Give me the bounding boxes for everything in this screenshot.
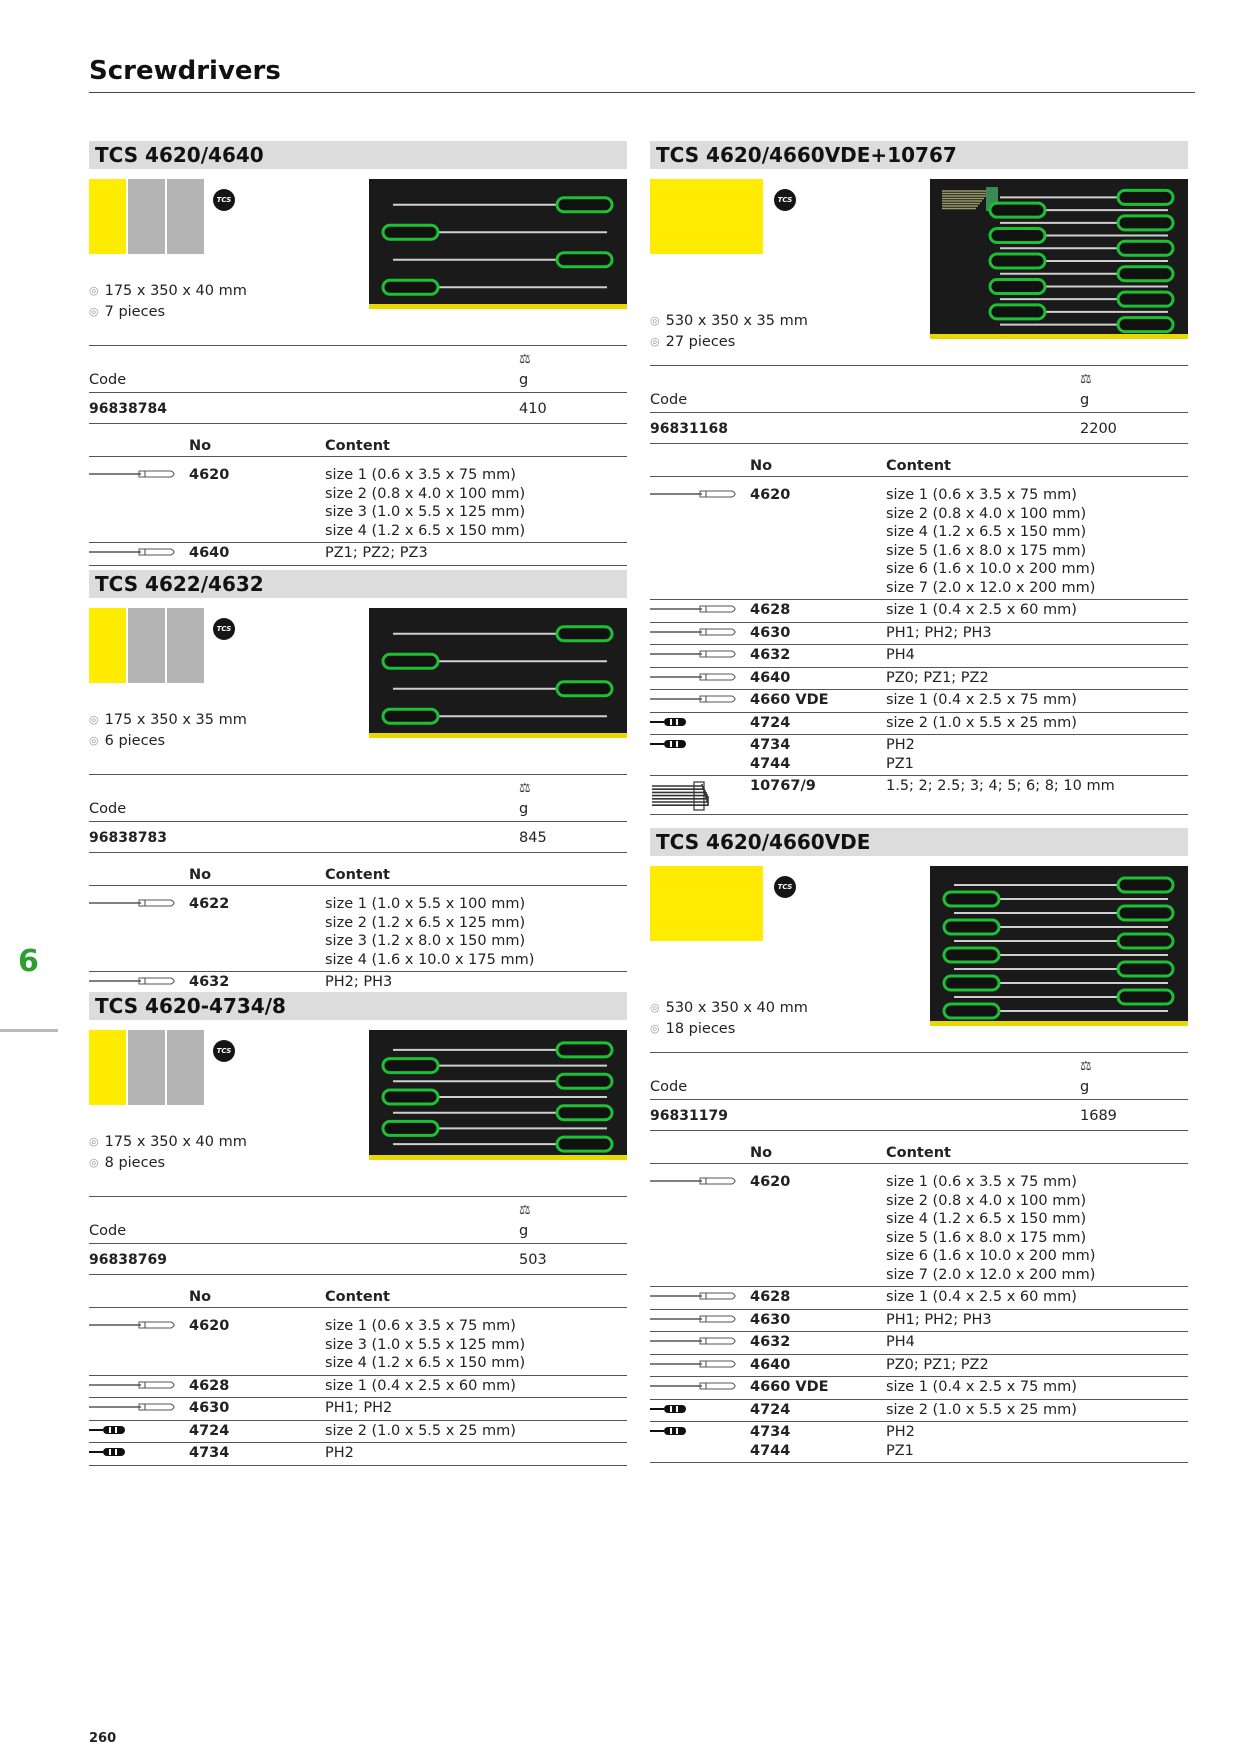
item-number: 4734 <box>750 737 791 753</box>
chapter-number: 6 <box>18 944 39 979</box>
weight-unit: g <box>519 372 529 388</box>
content-line: size 4 (1.2 x 6.5 x 150 mm) <box>325 1355 526 1371</box>
content-line: PZ1 <box>886 755 914 772</box>
item-number: 4660 VDE <box>750 692 829 708</box>
swatch-grey <box>167 1030 204 1105</box>
content-line: 1.5; 2; 2.5; 3; 4; 5; 6; 8; 10 mm <box>886 778 1115 794</box>
content-line: PZ0; PZ1; PZ2 <box>886 1356 989 1373</box>
content-line: size 4 (1.2 x 6.5 x 150 mm) <box>886 1211 1087 1227</box>
table-row <box>650 1399 1188 1422</box>
item-number: 4630 <box>189 1400 230 1416</box>
content-line: PH1; PH2; PH3 <box>886 1311 992 1328</box>
spec-item: ◎ 530 x 350 x 35 mm <box>650 311 808 332</box>
column-no: No <box>750 1143 886 1164</box>
tool-icon <box>89 1420 189 1443</box>
tcs-badge-icon: TCS <box>213 189 235 211</box>
item-number: 4620 <box>750 1174 791 1190</box>
column-no: No <box>189 1287 325 1308</box>
table-row <box>89 1420 627 1443</box>
item-number: 4734 <box>750 1424 791 1440</box>
column-content: Content <box>886 1143 1188 1164</box>
column-no: No <box>189 865 325 886</box>
spec-item: ◎ 18 pieces <box>650 1019 808 1040</box>
weight-value: 1689 <box>1080 1108 1117 1124</box>
content-line: size 2 (0.8 x 4.0 x 100 mm) <box>886 505 1087 522</box>
content-line: size 2 (1.0 x 5.5 x 25 mm) <box>886 714 1077 731</box>
table-row <box>650 1309 1188 1332</box>
tool-icon <box>650 690 750 713</box>
product-section <box>650 828 1188 1463</box>
tool-icon <box>89 1308 189 1376</box>
content-line: size 2 (1.0 x 5.5 x 25 mm) <box>886 1401 1077 1418</box>
weight-unit: g <box>519 1223 529 1239</box>
content-line: PH2 <box>886 1424 915 1440</box>
content-line: size 2 (1.2 x 6.5 x 125 mm) <box>325 914 526 931</box>
content-table <box>650 1143 1188 1463</box>
content-line: PH4 <box>886 1334 915 1350</box>
tray-image <box>369 608 627 738</box>
tool-icon <box>650 1422 750 1463</box>
item-number: 4628 <box>750 1289 791 1305</box>
swatch-yellow <box>650 866 763 941</box>
item-number: 4632 <box>750 647 791 663</box>
color-swatches <box>89 608 206 683</box>
content-line: size 6 (1.6 x 10.0 x 200 mm) <box>886 1248 1096 1264</box>
weight-value: 410 <box>519 401 547 417</box>
item-number: 4640 <box>750 1356 791 1373</box>
order-code: 96838784 <box>89 401 167 417</box>
weight-scale-icon: ⚖ <box>1080 1059 1092 1074</box>
spec-item: ◎ 175 x 350 x 40 mm <box>89 281 247 302</box>
table-row <box>650 1164 1188 1287</box>
swatch-grey <box>128 608 165 683</box>
tool-icon <box>650 600 750 623</box>
order-code: 96838783 <box>89 830 167 846</box>
code-label: Code <box>89 801 127 817</box>
table-row <box>89 543 627 566</box>
section-title: TCS 4620/4660VDE <box>650 828 1188 856</box>
item-number: 4620 <box>189 467 230 483</box>
tray-image <box>930 179 1188 339</box>
code-label: Code <box>650 392 688 408</box>
table-row <box>650 477 1188 600</box>
table-row <box>650 1354 1188 1377</box>
item-number: 4640 <box>750 669 791 686</box>
content-line: PH1; PH2; PH3 <box>886 624 992 641</box>
tool-icon <box>650 776 750 815</box>
table-row <box>650 645 1188 668</box>
tcs-badge-icon: TCS <box>213 1040 235 1062</box>
table-row <box>89 457 627 543</box>
table-row <box>650 690 1188 713</box>
tool-icon <box>650 1377 750 1400</box>
column-content: Content <box>325 865 627 886</box>
table-row <box>650 735 1188 776</box>
swatch-yellow <box>89 1030 126 1105</box>
code-label: Code <box>89 372 127 388</box>
spec-item: ◎ 7 pieces <box>89 302 247 323</box>
weight-scale-icon: ⚖ <box>519 1203 531 1218</box>
table-row <box>650 667 1188 690</box>
tool-icon <box>650 1332 750 1355</box>
order-code: 96838769 <box>89 1252 167 1268</box>
table-row <box>650 776 1188 815</box>
chapter-bar <box>0 1029 58 1032</box>
column-no: No <box>750 456 886 477</box>
item-number: 4620 <box>189 1318 230 1334</box>
table-row <box>650 1287 1188 1310</box>
content-line: size 1 (0.4 x 2.5 x 60 mm) <box>886 1289 1077 1305</box>
product-section <box>89 992 627 1466</box>
swatch-grey <box>167 608 204 683</box>
tool-icon <box>89 972 189 995</box>
content-line: size 1 (0.4 x 2.5 x 60 mm) <box>325 1377 516 1394</box>
item-number: 10767/9 <box>750 778 816 794</box>
swatch-grey <box>128 1030 165 1105</box>
content-line: size 1 (0.4 x 2.5 x 60 mm) <box>886 602 1077 618</box>
tool-icon <box>650 1287 750 1310</box>
content-line: size 5 (1.6 x 8.0 x 175 mm) <box>886 542 1087 559</box>
column-content: Content <box>325 436 627 457</box>
content-line: PH2 <box>325 1445 354 1461</box>
weight-unit: g <box>1080 1079 1090 1095</box>
tool-icon <box>650 667 750 690</box>
swatch-yellow <box>89 179 126 254</box>
product-section <box>650 141 1188 815</box>
content-table <box>89 865 627 995</box>
content-line: size 2 (1.0 x 5.5 x 25 mm) <box>325 1422 516 1439</box>
content-line: size 6 (1.6 x 10.0 x 200 mm) <box>886 561 1096 577</box>
item-number: 4724 <box>750 714 791 731</box>
tool-icon <box>650 1164 750 1287</box>
section-title: TCS 4622/4632 <box>89 570 627 598</box>
product-section <box>89 141 627 566</box>
item-number: 4628 <box>189 1377 230 1394</box>
content-line: size 7 (2.0 x 12.0 x 200 mm) <box>886 1266 1096 1283</box>
content-line: size 1 (0.4 x 2.5 x 75 mm) <box>886 692 1077 708</box>
item-number: 4622 <box>189 896 230 912</box>
tool-icon <box>650 1399 750 1422</box>
color-swatches <box>89 1030 206 1105</box>
tool-icon <box>89 1375 189 1398</box>
table-row <box>650 712 1188 735</box>
swatch-yellow <box>89 608 126 683</box>
item-number: 4734 <box>189 1445 230 1461</box>
order-code: 96831179 <box>650 1108 728 1124</box>
content-line: PZ1; PZ2; PZ3 <box>325 545 428 561</box>
weight-unit: g <box>1080 392 1090 408</box>
tool-icon <box>650 1309 750 1332</box>
content-line: size 3 (1.0 x 5.5 x 125 mm) <box>325 504 526 520</box>
product-section <box>89 570 627 995</box>
table-row <box>89 886 627 972</box>
table-row <box>89 1398 627 1421</box>
content-line: size 3 (1.2 x 8.0 x 150 mm) <box>325 933 526 949</box>
table-row <box>650 1377 1188 1400</box>
weight-value: 503 <box>519 1252 547 1268</box>
tool-icon <box>89 886 189 972</box>
tool-icon <box>650 712 750 735</box>
table-row <box>650 1332 1188 1355</box>
item-number: 4660 VDE <box>750 1379 829 1395</box>
content-line: PH2; PH3 <box>325 974 393 990</box>
item-number: 4744 <box>750 1442 791 1459</box>
section-title: TCS 4620/4660VDE+10767 <box>650 141 1188 169</box>
page-number: 260 <box>89 1731 117 1746</box>
content-line: PH2 <box>886 737 915 753</box>
content-line: size 1 (0.4 x 2.5 x 75 mm) <box>886 1379 1077 1395</box>
content-line: size 4 (1.6 x 10.0 x 175 mm) <box>325 951 535 968</box>
column-content: Content <box>886 456 1188 477</box>
tool-icon <box>650 622 750 645</box>
content-line: size 2 (0.8 x 4.0 x 100 mm) <box>325 485 526 502</box>
color-swatches <box>650 179 765 254</box>
content-line: PZ0; PZ1; PZ2 <box>886 669 989 686</box>
column-no: No <box>189 436 325 457</box>
tool-icon <box>89 1443 189 1466</box>
spec-item: ◎ 175 x 350 x 40 mm <box>89 1132 247 1153</box>
spec-item: ◎ 8 pieces <box>89 1153 247 1174</box>
item-number: 4630 <box>750 624 791 641</box>
weight-scale-icon: ⚖ <box>519 781 531 796</box>
table-row <box>89 1308 627 1376</box>
code-label: Code <box>650 1079 688 1095</box>
swatch-grey <box>128 179 165 254</box>
weight-scale-icon: ⚖ <box>519 352 531 367</box>
content-line: size 7 (2.0 x 12.0 x 200 mm) <box>886 579 1096 596</box>
table-row <box>89 1443 627 1466</box>
item-number: 4632 <box>189 974 230 990</box>
table-row <box>650 600 1188 623</box>
table-row <box>650 1422 1188 1463</box>
content-line: size 1 (1.0 x 5.5 x 100 mm) <box>325 896 526 912</box>
tool-icon <box>650 477 750 600</box>
order-code: 96831168 <box>650 421 728 437</box>
section-title: TCS 4620/4640 <box>89 141 627 169</box>
content-line: size 3 (1.0 x 5.5 x 125 mm) <box>325 1336 526 1353</box>
table-row <box>89 972 627 995</box>
content-line: PH1; PH2 <box>325 1400 393 1416</box>
content-table <box>89 436 627 566</box>
tool-icon <box>650 645 750 668</box>
content-line: size 1 (0.6 x 3.5 x 75 mm) <box>325 1318 516 1334</box>
tool-icon <box>89 457 189 543</box>
tool-icon <box>89 1398 189 1421</box>
tool-icon <box>650 735 750 776</box>
content-line: size 1 (0.6 x 3.5 x 75 mm) <box>886 487 1077 503</box>
tray-image <box>369 1030 627 1160</box>
swatch-grey <box>167 179 204 254</box>
content-line: size 1 (0.6 x 3.5 x 75 mm) <box>325 467 516 483</box>
swatch-yellow <box>650 179 763 254</box>
table-row <box>89 1375 627 1398</box>
color-swatches <box>650 866 765 941</box>
tool-icon <box>650 1354 750 1377</box>
content-line: size 2 (0.8 x 4.0 x 100 mm) <box>886 1192 1087 1209</box>
item-number: 4628 <box>750 602 791 618</box>
column-content: Content <box>325 1287 627 1308</box>
item-number: 4724 <box>750 1401 791 1418</box>
spec-item: ◎ 6 pieces <box>89 731 247 752</box>
content-table <box>650 456 1188 815</box>
item-number: 4640 <box>189 545 230 561</box>
weight-scale-icon: ⚖ <box>1080 372 1092 387</box>
color-swatches <box>89 179 206 254</box>
content-line: PZ1 <box>886 1442 914 1459</box>
tcs-badge-icon: TCS <box>774 876 796 898</box>
item-number: 4620 <box>750 487 791 503</box>
tool-icon <box>89 543 189 566</box>
item-number: 4724 <box>189 1422 230 1439</box>
page-title: Screwdrivers <box>89 56 281 86</box>
weight-value: 845 <box>519 830 547 846</box>
content-line: PH4 <box>886 647 915 663</box>
item-number: 4744 <box>750 755 791 772</box>
spec-item: ◎ 530 x 350 x 40 mm <box>650 998 808 1019</box>
tcs-badge-icon: TCS <box>774 189 796 211</box>
tray-image <box>930 866 1188 1026</box>
weight-unit: g <box>519 801 529 817</box>
content-line: size 5 (1.6 x 8.0 x 175 mm) <box>886 1229 1087 1246</box>
code-label: Code <box>89 1223 127 1239</box>
section-title: TCS 4620-4734/8 <box>89 992 627 1020</box>
table-row <box>650 622 1188 645</box>
content-line: size 1 (0.6 x 3.5 x 75 mm) <box>886 1174 1077 1190</box>
tcs-badge-icon: TCS <box>213 618 235 640</box>
content-table <box>89 1287 627 1466</box>
tray-image <box>369 179 627 309</box>
item-number: 4630 <box>750 1311 791 1328</box>
spec-item: ◎ 27 pieces <box>650 332 808 353</box>
spec-item: ◎ 175 x 350 x 35 mm <box>89 710 247 731</box>
content-line: size 4 (1.2 x 6.5 x 150 mm) <box>886 524 1087 540</box>
title-rule <box>89 92 1195 93</box>
weight-value: 2200 <box>1080 421 1117 437</box>
content-line: size 4 (1.2 x 6.5 x 150 mm) <box>325 522 526 539</box>
item-number: 4632 <box>750 1334 791 1350</box>
